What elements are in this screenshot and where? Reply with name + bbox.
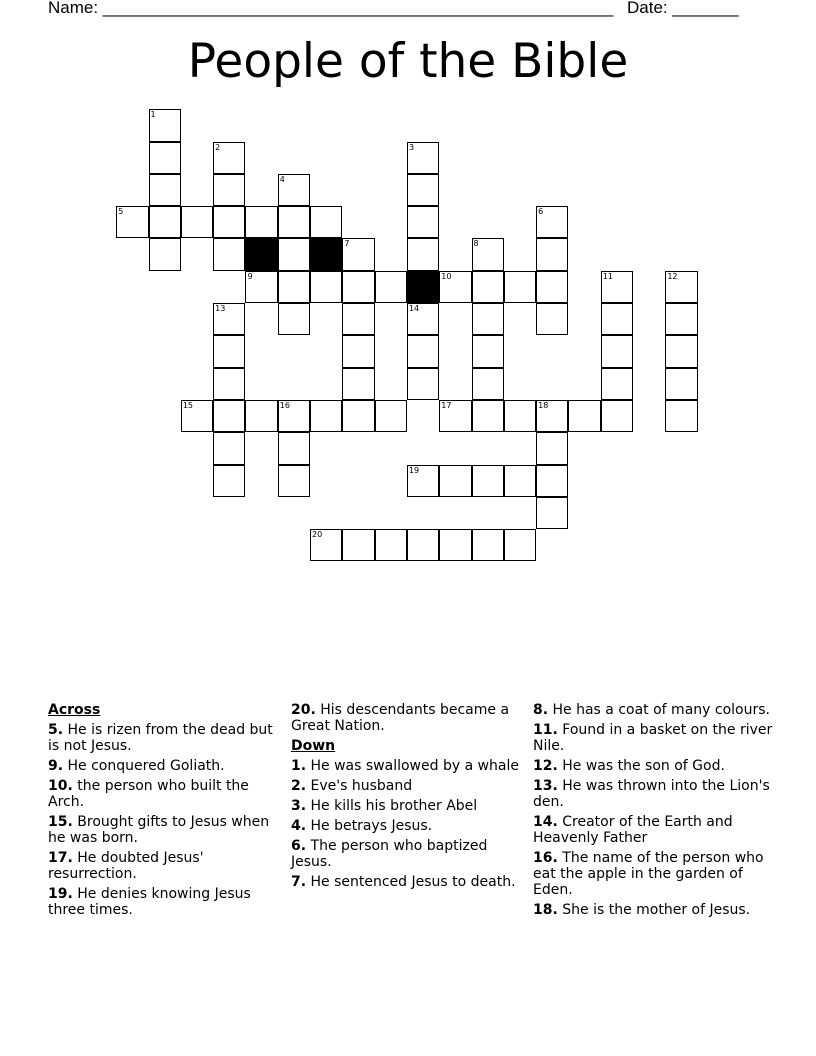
grid-cell[interactable] — [342, 303, 374, 335]
grid-cell[interactable] — [472, 271, 504, 303]
grid-cell[interactable] — [439, 529, 471, 561]
grid-cell[interactable] — [601, 303, 633, 335]
grid-cell[interactable] — [504, 400, 536, 432]
clue-number: 13 — [215, 304, 226, 314]
grid-cell[interactable] — [439, 465, 471, 497]
grid-cell[interactable] — [213, 432, 245, 464]
clue-number: 5 — [118, 207, 124, 217]
grid-cell[interactable] — [536, 238, 568, 270]
clue-number: 8 — [473, 239, 479, 249]
clue-down-3: 3. He kills his brother Abel — [291, 798, 478, 814]
grid-cell[interactable] — [342, 238, 374, 270]
grid-cell[interactable] — [342, 400, 374, 432]
down-heading: Down — [291, 738, 336, 754]
clues-column-3 — [533, 702, 773, 922]
grid-cell[interactable] — [472, 335, 504, 367]
grid-cell[interactable] — [536, 271, 568, 303]
grid-cell[interactable] — [213, 335, 245, 367]
grid-cell[interactable] — [149, 206, 181, 238]
grid-cell[interactable] — [407, 465, 439, 497]
grid-cell[interactable] — [342, 368, 374, 400]
clues-column-2 — [291, 702, 523, 894]
grid-cell[interactable] — [472, 529, 504, 561]
clue-down-8: 8. He has a coat of many colours. — [533, 702, 770, 718]
grid-cell[interactable] — [213, 303, 245, 335]
grid-cell[interactable] — [601, 400, 633, 432]
grid-cell[interactable] — [407, 174, 439, 206]
grid-cell[interactable] — [504, 529, 536, 561]
grid-cell[interactable] — [665, 335, 697, 367]
grid-cell[interactable] — [601, 271, 633, 303]
grid-cell[interactable] — [568, 400, 600, 432]
grid-cell[interactable] — [601, 335, 633, 367]
grid-cell[interactable] — [181, 206, 213, 238]
grid-cell[interactable] — [278, 400, 310, 432]
grid-cell[interactable] — [375, 271, 407, 303]
grid-cell[interactable] — [245, 400, 277, 432]
grid-cell[interactable] — [601, 368, 633, 400]
grid-cell[interactable] — [407, 335, 439, 367]
grid-cell[interactable] — [439, 400, 471, 432]
grid-cell[interactable] — [278, 303, 310, 335]
date-field[interactable]: Date: _______ — [627, 0, 739, 17]
clue-number: 2 — [215, 142, 221, 152]
grid-cell[interactable] — [536, 465, 568, 497]
black-cell — [407, 271, 439, 303]
grid-cell[interactable] — [472, 303, 504, 335]
clue-down-4: 4. He betrays Jesus. — [291, 818, 433, 834]
grid-cell[interactable] — [407, 142, 439, 174]
grid-cell[interactable] — [310, 400, 342, 432]
clue-number: 19 — [408, 465, 420, 475]
grid-cell[interactable] — [472, 238, 504, 270]
clue-number: 14 — [408, 304, 420, 314]
grid-cell[interactable] — [278, 432, 310, 464]
grid-cell[interactable] — [149, 109, 181, 141]
clue-number: 3 — [408, 142, 415, 152]
clue-down-18: 18. She is the mother of Jesus. — [533, 902, 751, 918]
grid-cell[interactable] — [439, 271, 471, 303]
grid-cell[interactable] — [213, 238, 245, 270]
clue-number: 18 — [538, 400, 549, 410]
grid-cell[interactable] — [536, 303, 568, 335]
grid-cell[interactable] — [213, 206, 245, 238]
grid-cell[interactable] — [278, 465, 310, 497]
name-label: Name: ______________________________________________________ — [48, 0, 614, 17]
grid-cell[interactable] — [472, 400, 504, 432]
clue-number: 12 — [667, 271, 678, 281]
grid-cell[interactable] — [504, 271, 536, 303]
clue-down-1: 1. He was swallowed by a whale — [291, 758, 520, 774]
grid-cell[interactable] — [213, 142, 245, 174]
clue-across-17: 17. He doubted Jesus' resurrection. — [48, 850, 204, 882]
clue-down-6: 6. The person who baptized Jesus. — [291, 838, 488, 870]
grid-cell[interactable] — [536, 432, 568, 464]
clue-number: 4 — [279, 174, 285, 184]
black-cell — [310, 238, 342, 270]
grid-cell[interactable] — [665, 368, 697, 400]
grid-cell[interactable] — [213, 368, 245, 400]
grid-cell[interactable] — [278, 238, 310, 270]
grid-cell[interactable] — [116, 206, 148, 238]
grid-cell[interactable] — [342, 529, 374, 561]
clue-number: 17 — [441, 400, 452, 410]
grid-cell[interactable] — [278, 174, 310, 206]
name-field[interactable] — [48, 0, 739, 18]
clue-number: 11 — [602, 271, 613, 281]
grid-cell[interactable] — [278, 271, 310, 303]
clue-across-5: 5. He is rizen from the dead but is not Jesus. — [48, 722, 273, 754]
clue-number: 9 — [247, 271, 253, 281]
page-title: People of the Bible — [187, 34, 629, 89]
grid-cell[interactable] — [310, 206, 342, 238]
clue-down-13: 13. He was thrown into the Lion's den. — [533, 778, 770, 810]
grid-cell[interactable] — [342, 335, 374, 367]
grid-cell[interactable] — [504, 465, 536, 497]
grid-cell[interactable] — [245, 271, 277, 303]
clue-down-16: 16. The name of the person who eat the apple in the garden of Eden. — [533, 850, 764, 898]
grid-cell[interactable] — [342, 271, 374, 303]
grid-cell[interactable] — [149, 142, 181, 174]
grid-cell[interactable] — [375, 400, 407, 432]
clue-number: 1 — [150, 110, 156, 120]
black-cell — [245, 238, 277, 270]
clue-across-9: 9. He conquered Goliath. — [48, 758, 225, 774]
clue-number: 10 — [441, 271, 452, 281]
grid-cell[interactable] — [213, 400, 245, 432]
clue-number: 20 — [312, 530, 323, 540]
grid-cell[interactable] — [213, 174, 245, 206]
grid-cell[interactable] — [407, 303, 439, 335]
grid-cell[interactable] — [310, 529, 342, 561]
grid-cell[interactable] — [665, 303, 697, 335]
clue-across-19: 19. He denies knowing Jesus three times. — [48, 886, 251, 918]
clue-down-2: 2. Eve's husband — [291, 778, 413, 794]
grid-cell[interactable] — [149, 174, 181, 206]
clue-down-12: 12. He was the son of God. — [533, 758, 725, 774]
grid-cell[interactable] — [181, 400, 213, 432]
grid-cell[interactable] — [407, 206, 439, 238]
grid-cell[interactable] — [665, 271, 697, 303]
grid-cell[interactable] — [536, 400, 568, 432]
clue-across-10: 10. the person who built the Arch. — [48, 778, 249, 810]
grid-cell[interactable] — [665, 400, 697, 432]
grid-cell[interactable] — [472, 368, 504, 400]
clue-across-20: 20. His descendants became a Great Nation. — [291, 702, 510, 734]
clue-across-15: 15. Brought gifts to Jesus when he was born. — [48, 814, 270, 846]
clue-down-14: 14. Creator of the Earth and Heavenly Father — [533, 814, 733, 846]
clue-number: 7 — [344, 239, 350, 249]
grid-cell[interactable] — [407, 529, 439, 561]
grid-cell[interactable] — [213, 465, 245, 497]
grid-cell[interactable] — [310, 271, 342, 303]
grid-cell[interactable] — [472, 465, 504, 497]
clue-number: 6 — [538, 207, 544, 217]
clue-down-11: 11. Found in a basket on the river Nile. — [533, 722, 773, 754]
grid-cell[interactable] — [245, 206, 277, 238]
clue-number: 15 — [182, 400, 194, 410]
clue-number: 16 — [279, 400, 290, 410]
grid-cell[interactable] — [407, 238, 439, 270]
grid-cell[interactable] — [149, 238, 181, 270]
grid-cell[interactable] — [375, 529, 407, 561]
grid-cell[interactable] — [536, 497, 568, 529]
grid-cell[interactable] — [407, 368, 439, 400]
grid-cell[interactable] — [536, 206, 568, 238]
across-heading: Across — [48, 702, 101, 718]
crossword-grid — [117, 110, 717, 570]
clue-down-7: 7. He sentenced Jesus to death. — [291, 874, 516, 890]
clues-column-1 — [48, 702, 280, 922]
grid-cell[interactable] — [278, 206, 310, 238]
